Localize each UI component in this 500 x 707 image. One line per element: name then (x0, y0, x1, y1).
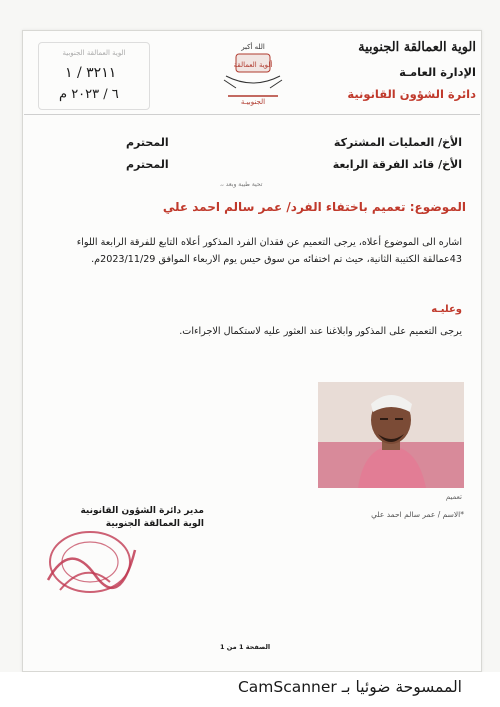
closing-word: وعليـه (431, 304, 462, 315)
header-divider (24, 114, 480, 115)
reference-box-label: الوية العمالقة الجنوبية (62, 49, 126, 57)
division-name: دائرة الشؤون القانونية (347, 87, 476, 101)
greeting: تحية طيبة وبعد ،، (220, 181, 263, 188)
recipient-2: الأخ/ قائد الفرقة الرابعة (332, 158, 462, 171)
recipient-1-honorific: المحترم (126, 136, 169, 149)
scanner-watermark-bar (0, 672, 500, 707)
letterhead-right (326, 40, 476, 101)
emblem-top-text: الله أكبر (241, 43, 265, 51)
reference-date: ٦ / ٢٠٢٣ م (59, 87, 119, 102)
emblem-bottom-text: الجنوبيـة (240, 98, 266, 106)
body-paragraph: اشاره الى الموضوع أعلاه، يرجى التعميم عن فقدان الفرد المذكور أعلاه التابع للفرقة الرابعة اللواء 43عمالقة الكتيبة الثانية، حيث تم اختفائه من سوق حيس يوم الاربعاء الموافق 2023/11/29م. (76, 237, 462, 265)
subject-line: الموضوع: تعميم باختفاء الفرد/ عمر سالم احمد علي (162, 200, 466, 214)
signatory-org: الوية العمالقة الجنوبية (105, 519, 204, 529)
reference-box (38, 42, 150, 110)
photo-caption-name: *الاسم / عمر سالم احمد علي (371, 510, 464, 519)
missing-person-photo (318, 382, 464, 488)
photo-caption-title: تعميم (445, 493, 462, 501)
org-name: الوية العمالقة الجنوبية (358, 40, 476, 55)
department-name: الإدارة العامـة (399, 65, 476, 79)
signatory-title: مدير دائرة الشؤون القانونية (80, 506, 204, 516)
scanner-watermark: الممسوحة ضوئيا بـ CamScanner (237, 678, 462, 696)
person-photo-icon (318, 382, 464, 488)
page-number: الصفحة 1 من 1 (220, 643, 271, 651)
request-line: يرجى التعميم على المذكور وابلاغنا عند العثور عليه لاستكمال الاجراءات. (179, 326, 462, 337)
emblem-mid-text: ألوية العمالقة (233, 61, 273, 69)
stamp-signature-icon (40, 520, 140, 602)
recipient-2-honorific: المحترم (126, 158, 169, 171)
reference-number: ٣٢١١ / ١ (65, 65, 117, 81)
emblem-logo (216, 40, 290, 106)
recipient-1: الأخ/ العمليات المشتركة (333, 136, 462, 149)
official-stamp (40, 520, 140, 602)
emblem-icon (216, 40, 290, 106)
